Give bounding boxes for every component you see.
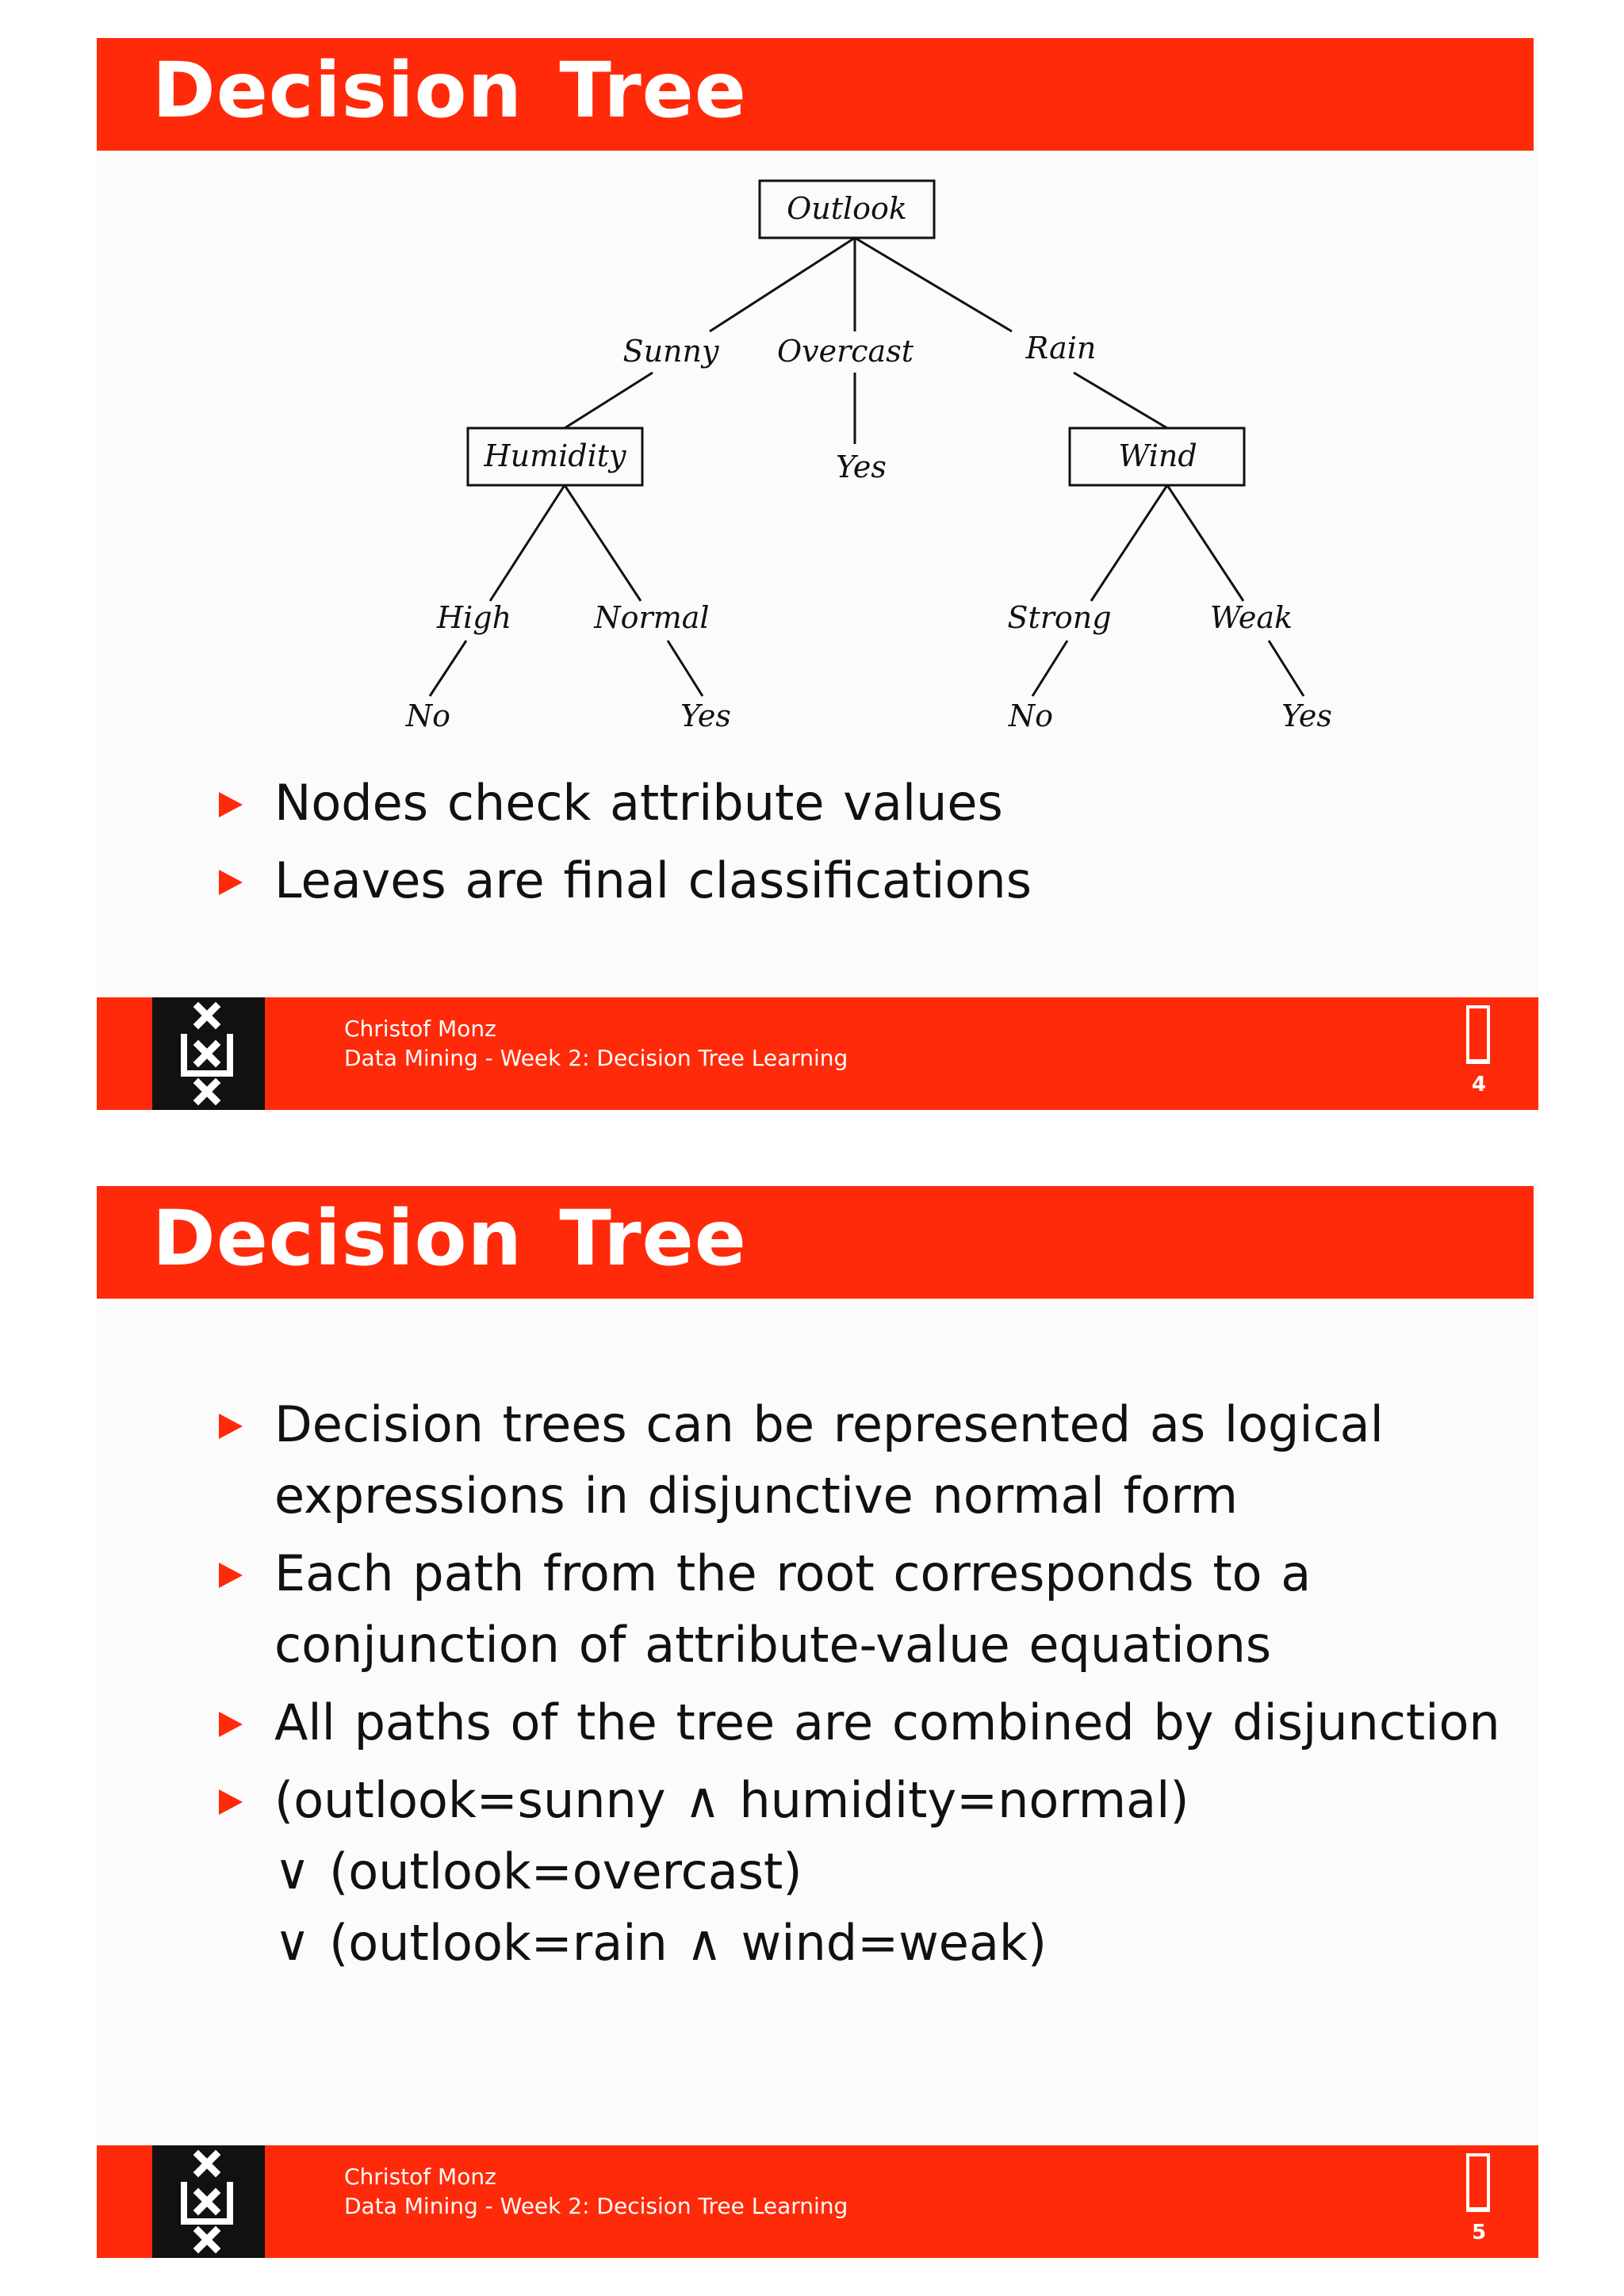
rain-branch-label: Rain	[1025, 331, 1097, 365]
triangle-bullet-icon	[219, 1563, 243, 1588]
strong-branch-label: Strong	[1007, 600, 1112, 635]
bullet-text: Nodes check attribute values	[274, 774, 1003, 832]
list-item	[216, 767, 1032, 839]
page-number: 4	[1471, 1073, 1487, 1096]
bullet-line: (outlook=sunny ∧ humidity=normal)	[274, 1771, 1189, 1829]
triangle-bullet-icon	[219, 1712, 243, 1737]
uva-logo-icon	[152, 2145, 265, 2258]
slide-2-title-bar	[97, 1186, 1534, 1299]
bullet-text: Leaves are final classifications	[274, 851, 1032, 909]
nav-glyph-icon	[1466, 1005, 1490, 1064]
nav-glyph-icon	[1466, 2153, 1490, 2212]
list-item	[216, 1538, 1500, 1681]
normal-branch-label: Normal	[594, 600, 710, 635]
footer-course: Data Mining - Week 2: Decision Tree Learning	[344, 2193, 848, 2219]
triangle-bullet-icon	[219, 870, 243, 895]
bullet-line: ∨ (outlook=rain ∧ wind=weak)	[274, 1914, 1048, 1972]
strong-leaf-label: No	[1008, 698, 1054, 733]
overcast-branch-label: Overcast	[777, 334, 914, 369]
nav-glyph-base	[1466, 1059, 1490, 1064]
bullet-line: ∨ (outlook=overcast)	[274, 1843, 802, 1900]
list-item	[216, 1687, 1500, 1758]
humidity-node-label: Humidity	[484, 438, 626, 473]
bullet-line: All paths of the tree are combined by disjunction	[274, 1693, 1500, 1751]
outlook-node-label: Outlook	[787, 191, 907, 226]
slide-1-footer	[97, 997, 1538, 1110]
uva-logo-icon	[152, 997, 265, 1110]
list-item	[216, 845, 1032, 916]
wind-node-label: Wind	[1118, 438, 1197, 473]
footer-author: Christof Monz	[344, 1016, 496, 1042]
nav-glyph-base	[1466, 2207, 1490, 2212]
slide-1-title: Decision Tree	[152, 46, 747, 135]
slide-1-bullets	[216, 767, 1032, 923]
high-leaf-label: No	[405, 698, 451, 733]
list-item	[216, 1389, 1500, 1532]
footer-course: Data Mining - Week 2: Decision Tree Learning	[344, 1045, 848, 1071]
sunny-branch-label: Sunny	[622, 334, 719, 369]
triangle-bullet-icon	[219, 792, 243, 817]
page-number: 5	[1471, 2221, 1487, 2244]
normal-leaf-label: Yes	[680, 698, 731, 733]
bullet-line: expressions in disjunctive normal form	[274, 1467, 1239, 1525]
bullet-line: Each path from the root corresponds to a	[274, 1544, 1312, 1602]
bullet-line: Decision trees can be represented as logical	[274, 1395, 1384, 1453]
triangle-bullet-icon	[219, 1414, 243, 1439]
slide-2-title: Decision Tree	[152, 1194, 747, 1283]
decision-tree-diagram	[0, 0, 1624, 793]
weak-branch-label: Weak	[1209, 600, 1293, 635]
weak-leaf-label: Yes	[1281, 698, 1332, 733]
slide-2-footer	[97, 2145, 1538, 2258]
high-branch-label: High	[436, 600, 512, 635]
slide-2-bullets	[216, 1389, 1500, 1985]
triangle-bullet-icon	[219, 1789, 243, 1815]
footer-author: Christof Monz	[344, 2164, 496, 2190]
list-item	[216, 1765, 1500, 1979]
bullet-line: conjunction of attribute-value equations	[274, 1616, 1272, 1674]
overcast-leaf-label: Yes	[836, 450, 887, 484]
